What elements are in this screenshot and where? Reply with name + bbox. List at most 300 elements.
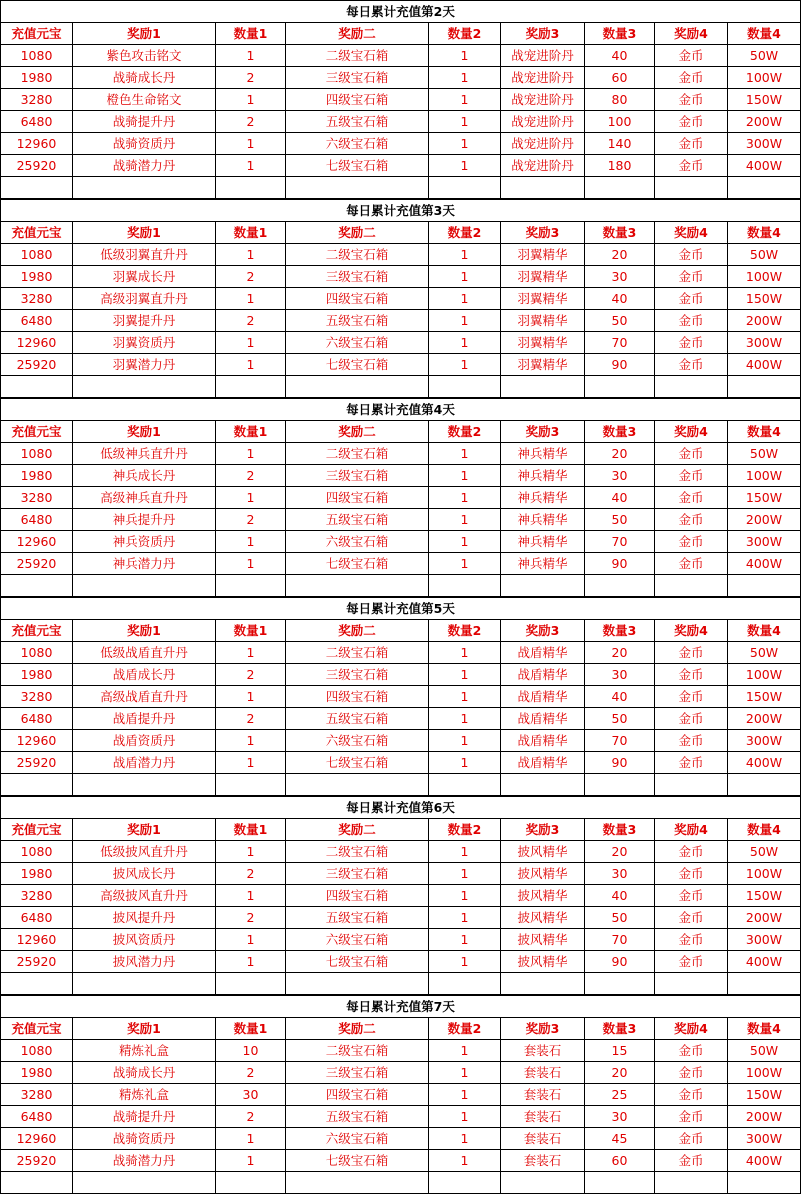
empty-cell bbox=[655, 1172, 728, 1194]
table-row bbox=[1, 332, 801, 354]
table-cell: 300W bbox=[728, 332, 801, 354]
column-header: 奖励4 bbox=[655, 222, 728, 244]
table-cell: 30 bbox=[585, 664, 655, 686]
table-row bbox=[1, 266, 801, 288]
table-cell: 低级战盾直升丹 bbox=[73, 642, 216, 664]
empty-cell bbox=[655, 973, 728, 995]
column-header: 数量4 bbox=[728, 222, 801, 244]
table-row bbox=[1, 244, 801, 266]
column-header: 奖励3 bbox=[501, 620, 585, 642]
table-cell: 金币 bbox=[655, 155, 728, 177]
table-cell: 羽翼精华 bbox=[501, 266, 585, 288]
table-cell: 四级宝石箱 bbox=[286, 1084, 429, 1106]
table-cell: 四级宝石箱 bbox=[286, 89, 429, 111]
empty-cell bbox=[585, 177, 655, 199]
table-cell: 1 bbox=[216, 332, 286, 354]
table-cell: 六级宝石箱 bbox=[286, 929, 429, 951]
table-cell: 1 bbox=[216, 531, 286, 553]
table-cell: 战盾资质丹 bbox=[73, 730, 216, 752]
table-row bbox=[1, 288, 801, 310]
table-cell: 1080 bbox=[1, 841, 73, 863]
table-cell: 100W bbox=[728, 1062, 801, 1084]
table-cell: 140 bbox=[585, 133, 655, 155]
table-cell: 1980 bbox=[1, 1062, 73, 1084]
empty-row bbox=[1, 774, 801, 796]
empty-cell bbox=[728, 376, 801, 398]
table-cell: 200W bbox=[728, 310, 801, 332]
table-cell: 套装石 bbox=[501, 1128, 585, 1150]
table-cell: 金币 bbox=[655, 885, 728, 907]
table-cell: 1 bbox=[429, 1150, 501, 1172]
table-cell: 金币 bbox=[655, 509, 728, 531]
table-cell: 60 bbox=[585, 1150, 655, 1172]
table-cell: 2 bbox=[216, 1062, 286, 1084]
column-header: 数量2 bbox=[429, 222, 501, 244]
table-cell: 60 bbox=[585, 67, 655, 89]
table-cell: 50W bbox=[728, 642, 801, 664]
table-cell: 1 bbox=[216, 1128, 286, 1150]
table-cell: 金币 bbox=[655, 907, 728, 929]
empty-cell bbox=[728, 973, 801, 995]
empty-cell bbox=[429, 177, 501, 199]
table-cell: 金币 bbox=[655, 45, 728, 67]
table-cell: 6480 bbox=[1, 310, 73, 332]
table-cell: 神兵潜力丹 bbox=[73, 553, 216, 575]
table-cell: 战盾提升丹 bbox=[73, 708, 216, 730]
table-cell: 金币 bbox=[655, 111, 728, 133]
table-cell: 五级宝石箱 bbox=[286, 1106, 429, 1128]
table-cell: 2 bbox=[216, 708, 286, 730]
table-cell: 70 bbox=[585, 332, 655, 354]
block-title: 每日累计充值第5天 bbox=[1, 598, 801, 620]
column-header: 奖励1 bbox=[73, 819, 216, 841]
column-header: 数量2 bbox=[429, 1018, 501, 1040]
table-cell: 羽翼资质丹 bbox=[73, 332, 216, 354]
block-title: 每日累计充值第6天 bbox=[1, 797, 801, 819]
table-cell: 金币 bbox=[655, 730, 728, 752]
table-row bbox=[1, 45, 801, 67]
table-cell: 12960 bbox=[1, 531, 73, 553]
column-header: 奖励二 bbox=[286, 421, 429, 443]
table-cell: 七级宝石箱 bbox=[286, 752, 429, 774]
table-cell: 1 bbox=[429, 951, 501, 973]
empty-cell bbox=[1, 177, 73, 199]
table-cell: 20 bbox=[585, 244, 655, 266]
empty-cell bbox=[286, 774, 429, 796]
table-cell: 100W bbox=[728, 863, 801, 885]
table-cell: 25920 bbox=[1, 951, 73, 973]
table-cell: 三级宝石箱 bbox=[286, 863, 429, 885]
table-cell: 金币 bbox=[655, 67, 728, 89]
table-cell: 战盾精华 bbox=[501, 752, 585, 774]
column-header-row bbox=[1, 222, 801, 244]
table-cell: 40 bbox=[585, 487, 655, 509]
table-row bbox=[1, 1040, 801, 1062]
table-cell: 1 bbox=[429, 863, 501, 885]
table-cell: 2 bbox=[216, 266, 286, 288]
table-cell: 2 bbox=[216, 465, 286, 487]
empty-cell bbox=[73, 376, 216, 398]
table-cell: 金币 bbox=[655, 664, 728, 686]
table-cell: 150W bbox=[728, 686, 801, 708]
table-cell: 披风资质丹 bbox=[73, 929, 216, 951]
table-cell: 战宠进阶丹 bbox=[501, 155, 585, 177]
empty-cell bbox=[286, 376, 429, 398]
table-cell: 紫色攻击铭文 bbox=[73, 45, 216, 67]
empty-row bbox=[1, 376, 801, 398]
table-cell: 战骑潜力丹 bbox=[73, 1150, 216, 1172]
table-cell: 25920 bbox=[1, 752, 73, 774]
table-cell: 150W bbox=[728, 487, 801, 509]
table-cell: 二级宝石箱 bbox=[286, 244, 429, 266]
table-cell: 400W bbox=[728, 155, 801, 177]
table-cell: 300W bbox=[728, 1128, 801, 1150]
column-header: 奖励4 bbox=[655, 23, 728, 45]
table-cell: 1 bbox=[216, 929, 286, 951]
column-header: 数量4 bbox=[728, 620, 801, 642]
column-header: 充值元宝 bbox=[1, 620, 73, 642]
table-cell: 战盾潜力丹 bbox=[73, 752, 216, 774]
table-cell: 三级宝石箱 bbox=[286, 1062, 429, 1084]
column-header: 奖励1 bbox=[73, 421, 216, 443]
table-cell: 金币 bbox=[655, 1062, 728, 1084]
table-cell: 金币 bbox=[655, 465, 728, 487]
table-cell: 精炼礼盒 bbox=[73, 1084, 216, 1106]
table-cell: 1 bbox=[429, 1084, 501, 1106]
table-cell: 50W bbox=[728, 1040, 801, 1062]
table-cell: 3280 bbox=[1, 686, 73, 708]
table-cell: 金币 bbox=[655, 686, 728, 708]
table-cell: 12960 bbox=[1, 332, 73, 354]
table-cell: 低级神兵直升丹 bbox=[73, 443, 216, 465]
block-title-row bbox=[1, 797, 801, 819]
table-cell: 战骑潜力丹 bbox=[73, 155, 216, 177]
table-cell: 六级宝石箱 bbox=[286, 133, 429, 155]
table-cell: 四级宝石箱 bbox=[286, 686, 429, 708]
column-header: 数量3 bbox=[585, 23, 655, 45]
table-cell: 三级宝石箱 bbox=[286, 266, 429, 288]
column-header-row bbox=[1, 1018, 801, 1040]
table-row bbox=[1, 111, 801, 133]
table-cell: 3280 bbox=[1, 1084, 73, 1106]
table-cell: 战盾精华 bbox=[501, 730, 585, 752]
table-cell: 2 bbox=[216, 1106, 286, 1128]
table-cell: 高级羽翼直升丹 bbox=[73, 288, 216, 310]
day-block-table bbox=[0, 796, 801, 995]
table-cell: 披风精华 bbox=[501, 907, 585, 929]
table-cell: 高级战盾直升丹 bbox=[73, 686, 216, 708]
column-header: 充值元宝 bbox=[1, 222, 73, 244]
table-cell: 五级宝石箱 bbox=[286, 310, 429, 332]
table-row bbox=[1, 1128, 801, 1150]
column-header: 奖励4 bbox=[655, 421, 728, 443]
table-cell: 金币 bbox=[655, 951, 728, 973]
table-cell: 二级宝石箱 bbox=[286, 841, 429, 863]
table-cell: 3280 bbox=[1, 487, 73, 509]
table-cell: 2 bbox=[216, 509, 286, 531]
empty-cell bbox=[501, 575, 585, 597]
table-cell: 金币 bbox=[655, 553, 728, 575]
table-cell: 金币 bbox=[655, 642, 728, 664]
column-header: 奖励4 bbox=[655, 819, 728, 841]
table-cell: 300W bbox=[728, 929, 801, 951]
table-cell: 45 bbox=[585, 1128, 655, 1150]
column-header: 奖励二 bbox=[286, 1018, 429, 1040]
table-cell: 1 bbox=[429, 531, 501, 553]
table-cell: 200W bbox=[728, 907, 801, 929]
table-cell: 1 bbox=[216, 133, 286, 155]
column-header: 数量1 bbox=[216, 23, 286, 45]
empty-cell bbox=[429, 575, 501, 597]
empty-cell bbox=[286, 177, 429, 199]
table-cell: 1 bbox=[429, 907, 501, 929]
table-cell: 12960 bbox=[1, 133, 73, 155]
table-cell: 1 bbox=[429, 487, 501, 509]
table-cell: 15 bbox=[585, 1040, 655, 1062]
table-cell: 1980 bbox=[1, 664, 73, 686]
table-cell: 橙色生命铭文 bbox=[73, 89, 216, 111]
empty-cell bbox=[728, 1172, 801, 1194]
column-header: 奖励4 bbox=[655, 620, 728, 642]
empty-cell bbox=[73, 177, 216, 199]
table-cell: 1 bbox=[216, 885, 286, 907]
table-cell: 50W bbox=[728, 443, 801, 465]
table-cell: 400W bbox=[728, 951, 801, 973]
table-cell: 40 bbox=[585, 686, 655, 708]
empty-cell bbox=[1, 1172, 73, 1194]
table-row bbox=[1, 553, 801, 575]
table-cell: 200W bbox=[728, 708, 801, 730]
empty-cell bbox=[655, 774, 728, 796]
table-cell: 150W bbox=[728, 288, 801, 310]
table-row bbox=[1, 1106, 801, 1128]
table-row bbox=[1, 951, 801, 973]
table-cell: 羽翼精华 bbox=[501, 244, 585, 266]
column-header: 奖励4 bbox=[655, 1018, 728, 1040]
table-row bbox=[1, 155, 801, 177]
table-cell: 1 bbox=[216, 730, 286, 752]
table-cell: 神兵精华 bbox=[501, 531, 585, 553]
column-header: 奖励二 bbox=[286, 819, 429, 841]
table-cell: 25920 bbox=[1, 155, 73, 177]
table-cell: 金币 bbox=[655, 1084, 728, 1106]
table-cell: 50W bbox=[728, 841, 801, 863]
table-cell: 1 bbox=[216, 487, 286, 509]
table-cell: 三级宝石箱 bbox=[286, 465, 429, 487]
table-cell: 1 bbox=[429, 288, 501, 310]
empty-row bbox=[1, 177, 801, 199]
table-cell: 六级宝石箱 bbox=[286, 1128, 429, 1150]
table-cell: 金币 bbox=[655, 244, 728, 266]
table-cell: 1 bbox=[429, 244, 501, 266]
empty-cell bbox=[216, 774, 286, 796]
table-row bbox=[1, 885, 801, 907]
table-cell: 70 bbox=[585, 929, 655, 951]
table-cell: 六级宝石箱 bbox=[286, 730, 429, 752]
table-cell: 金币 bbox=[655, 863, 728, 885]
table-cell: 四级宝石箱 bbox=[286, 885, 429, 907]
table-cell: 6480 bbox=[1, 111, 73, 133]
empty-row bbox=[1, 973, 801, 995]
column-header: 充值元宝 bbox=[1, 23, 73, 45]
empty-cell bbox=[216, 973, 286, 995]
column-header: 数量3 bbox=[585, 421, 655, 443]
block-title: 每日累计充值第2天 bbox=[1, 1, 801, 23]
table-cell: 200W bbox=[728, 1106, 801, 1128]
table-cell: 披风精华 bbox=[501, 841, 585, 863]
table-cell: 金币 bbox=[655, 1128, 728, 1150]
table-cell: 高级披风直升丹 bbox=[73, 885, 216, 907]
table-cell: 1080 bbox=[1, 1040, 73, 1062]
table-cell: 1 bbox=[429, 1062, 501, 1084]
table-row bbox=[1, 67, 801, 89]
column-header: 奖励1 bbox=[73, 620, 216, 642]
table-cell: 羽翼精华 bbox=[501, 288, 585, 310]
table-cell: 1 bbox=[429, 111, 501, 133]
table-cell: 3280 bbox=[1, 89, 73, 111]
table-cell: 2 bbox=[216, 111, 286, 133]
table-cell: 1 bbox=[216, 841, 286, 863]
table-cell: 二级宝石箱 bbox=[286, 45, 429, 67]
table-cell: 披风精华 bbox=[501, 885, 585, 907]
empty-cell bbox=[73, 774, 216, 796]
table-cell: 金币 bbox=[655, 332, 728, 354]
table-row bbox=[1, 730, 801, 752]
table-cell: 12960 bbox=[1, 1128, 73, 1150]
empty-cell bbox=[585, 376, 655, 398]
empty-cell bbox=[216, 575, 286, 597]
table-cell: 1980 bbox=[1, 266, 73, 288]
table-cell: 2 bbox=[216, 907, 286, 929]
table-cell: 战骑成长丹 bbox=[73, 1062, 216, 1084]
table-row bbox=[1, 1062, 801, 1084]
table-cell: 战骑提升丹 bbox=[73, 111, 216, 133]
table-cell: 战盾精华 bbox=[501, 664, 585, 686]
table-cell: 套装石 bbox=[501, 1150, 585, 1172]
table-cell: 四级宝石箱 bbox=[286, 288, 429, 310]
table-cell: 1980 bbox=[1, 67, 73, 89]
table-cell: 25920 bbox=[1, 553, 73, 575]
table-cell: 30 bbox=[216, 1084, 286, 1106]
table-cell: 6480 bbox=[1, 708, 73, 730]
table-cell: 1 bbox=[216, 951, 286, 973]
table-cell: 金币 bbox=[655, 89, 728, 111]
table-cell: 羽翼精华 bbox=[501, 354, 585, 376]
table-cell: 羽翼提升丹 bbox=[73, 310, 216, 332]
table-cell: 1 bbox=[429, 465, 501, 487]
table-cell: 3280 bbox=[1, 885, 73, 907]
empty-cell bbox=[73, 1172, 216, 1194]
column-header: 充值元宝 bbox=[1, 1018, 73, 1040]
table-cell: 披风精华 bbox=[501, 929, 585, 951]
table-cell: 战骑资质丹 bbox=[73, 133, 216, 155]
table-cell: 1080 bbox=[1, 642, 73, 664]
table-cell: 100 bbox=[585, 111, 655, 133]
table-row bbox=[1, 708, 801, 730]
empty-cell bbox=[286, 973, 429, 995]
table-cell: 套装石 bbox=[501, 1084, 585, 1106]
table-cell: 套装石 bbox=[501, 1106, 585, 1128]
table-cell: 20 bbox=[585, 1062, 655, 1084]
column-header: 奖励二 bbox=[286, 222, 429, 244]
table-cell: 1 bbox=[429, 730, 501, 752]
table-cell: 战骑资质丹 bbox=[73, 1128, 216, 1150]
table-cell: 神兵精华 bbox=[501, 553, 585, 575]
column-header: 数量2 bbox=[429, 23, 501, 45]
table-cell: 六级宝石箱 bbox=[286, 531, 429, 553]
table-cell: 100W bbox=[728, 465, 801, 487]
empty-cell bbox=[1, 376, 73, 398]
table-cell: 战骑提升丹 bbox=[73, 1106, 216, 1128]
table-cell: 1080 bbox=[1, 45, 73, 67]
table-cell: 30 bbox=[585, 465, 655, 487]
table-row bbox=[1, 642, 801, 664]
table-cell: 二级宝石箱 bbox=[286, 642, 429, 664]
table-cell: 50W bbox=[728, 244, 801, 266]
table-cell: 神兵精华 bbox=[501, 465, 585, 487]
table-cell: 150W bbox=[728, 1084, 801, 1106]
table-cell: 90 bbox=[585, 354, 655, 376]
table-cell: 300W bbox=[728, 531, 801, 553]
table-cell: 1 bbox=[429, 332, 501, 354]
table-row bbox=[1, 664, 801, 686]
column-header-row bbox=[1, 421, 801, 443]
table-cell: 400W bbox=[728, 354, 801, 376]
table-cell: 2 bbox=[216, 67, 286, 89]
column-header: 充值元宝 bbox=[1, 819, 73, 841]
table-cell: 二级宝石箱 bbox=[286, 443, 429, 465]
table-cell: 二级宝石箱 bbox=[286, 1040, 429, 1062]
table-row bbox=[1, 531, 801, 553]
table-cell: 1 bbox=[429, 752, 501, 774]
table-cell: 70 bbox=[585, 531, 655, 553]
table-cell: 五级宝石箱 bbox=[286, 509, 429, 531]
table-cell: 战宠进阶丹 bbox=[501, 89, 585, 111]
column-header-row bbox=[1, 23, 801, 45]
table-cell: 金币 bbox=[655, 133, 728, 155]
column-header: 数量4 bbox=[728, 819, 801, 841]
table-cell: 1980 bbox=[1, 465, 73, 487]
block-title-row bbox=[1, 1, 801, 23]
table-cell: 战宠进阶丹 bbox=[501, 67, 585, 89]
column-header: 数量3 bbox=[585, 1018, 655, 1040]
column-header: 数量2 bbox=[429, 819, 501, 841]
column-header: 数量2 bbox=[429, 620, 501, 642]
table-cell: 20 bbox=[585, 841, 655, 863]
block-title-row bbox=[1, 598, 801, 620]
table-cell: 40 bbox=[585, 45, 655, 67]
block-title: 每日累计充值第4天 bbox=[1, 399, 801, 421]
table-cell: 金币 bbox=[655, 531, 728, 553]
table-cell: 3280 bbox=[1, 288, 73, 310]
empty-cell bbox=[585, 973, 655, 995]
empty-cell bbox=[429, 1172, 501, 1194]
table-row bbox=[1, 310, 801, 332]
table-cell: 1 bbox=[429, 686, 501, 708]
column-header: 数量1 bbox=[216, 222, 286, 244]
table-cell: 100W bbox=[728, 266, 801, 288]
table-cell: 战盾精华 bbox=[501, 708, 585, 730]
day-block-table bbox=[0, 398, 801, 597]
table-cell: 低级披风直升丹 bbox=[73, 841, 216, 863]
table-cell: 精炼礼盒 bbox=[73, 1040, 216, 1062]
table-cell: 1 bbox=[429, 929, 501, 951]
empty-cell bbox=[655, 177, 728, 199]
table-cell: 1 bbox=[429, 45, 501, 67]
table-cell: 30 bbox=[585, 1106, 655, 1128]
empty-cell bbox=[501, 376, 585, 398]
table-cell: 100W bbox=[728, 664, 801, 686]
